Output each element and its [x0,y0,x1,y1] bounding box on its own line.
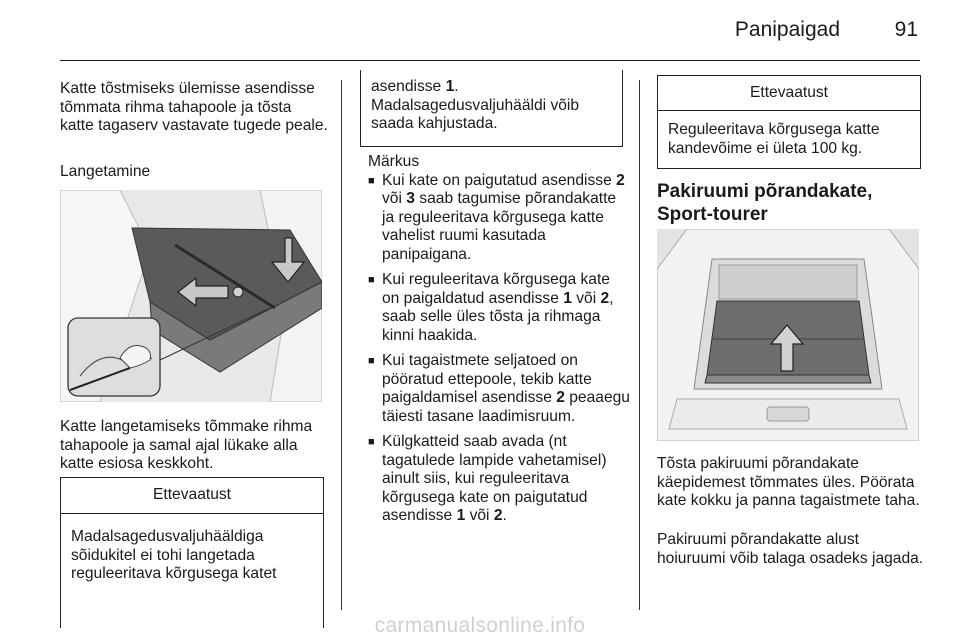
section-heading: Pakiruumi põrandakate, Sport-tourer [657,181,873,225]
load-floor-illustration [657,229,919,441]
col1-heading: Langetamine [60,163,151,180]
page-title: Panipaigad [734,18,840,41]
note-title: Märkus [368,153,420,170]
list-item: ■ Kui kate on paigutatud asendisse 2 või 3 saab tagumise põrandakatte ja reguleeritava kõrgusega katte vahelist ruumi kasutada panipaigana. [368,172,630,265]
caution-text: Madalsagedusvaljuhääldiga sõidukitel ei tohi langetada reguleeritava kõrgusega katet [71,528,277,582]
col3-para1: Tõsta pakiruumi põrandakate käepidemest tõmmates üles. Pöörata kate kokku ja panna tagaistmete taha. [657,455,920,509]
caution-text: Reguleeritava kõrgusega katte kandevõime ei ületa 100 kg. [668,121,880,157]
note-block [368,153,630,533]
cargo-cover-lowering-drawing [60,190,322,402]
caution-box-1 [60,477,324,628]
list-item: ■ Kui tagaistmete seljatoed on pööratud ettepoole, tekib katte paigaldamisel asendisse 2 peaaegu täiesti tasane laadimisruum. [368,352,630,426]
caution-box-1-continued [360,70,623,147]
cargo-cover-lowering-illustration [60,190,322,402]
column-divider-1 [341,80,342,610]
list-item: ■ Külgkatteid saab avada (nt tagatulede lampide vahetamisel) ainult siis, kui reguleeritava kõrgusega kate on paigutatud asendisse 1 või 2. [368,433,630,526]
column-divider-2 [639,80,640,610]
caution-cont-text-2: Madalsagedusvaljuhääldi võib saada kahjustada. [371,96,580,132]
col1-para2: Katte langetamiseks tõmmake rihma tahapoole ja samal ajal lükake alla katte esiosa keskkoht. [60,418,313,472]
caution-box-2 [657,75,921,169]
caution-title: Ettevaatust [658,76,920,111]
list-item: ■ Kui reguleeritava kõrgusega kate on paigaldatud asendisse 1 või 2, saab selle üles tõsta ja rihmaga kinni haakida. [368,271,630,345]
load-floor-drawing [657,229,919,441]
caution-cont-text: asendisse [371,78,446,95]
watermark: carmanualsonline.info [374,614,586,637]
header-rule [60,60,920,61]
note-list [368,172,630,526]
col3-para2: Pakiruumi põrandakatte alust hoiuruumi võib talaga osadeks jagada. [657,531,924,567]
position-number: 1 [445,78,455,95]
col1-para1: Katte tõstmiseks ülemisse asendisse tõmmata rihma tahapoole ja tõsta katte tagaserv vastavate tugede peale. [60,80,328,134]
page-number: 91 [894,18,918,41]
caution-cont-punct: . [454,78,459,95]
caution-title: Ettevaatust [61,478,323,514]
